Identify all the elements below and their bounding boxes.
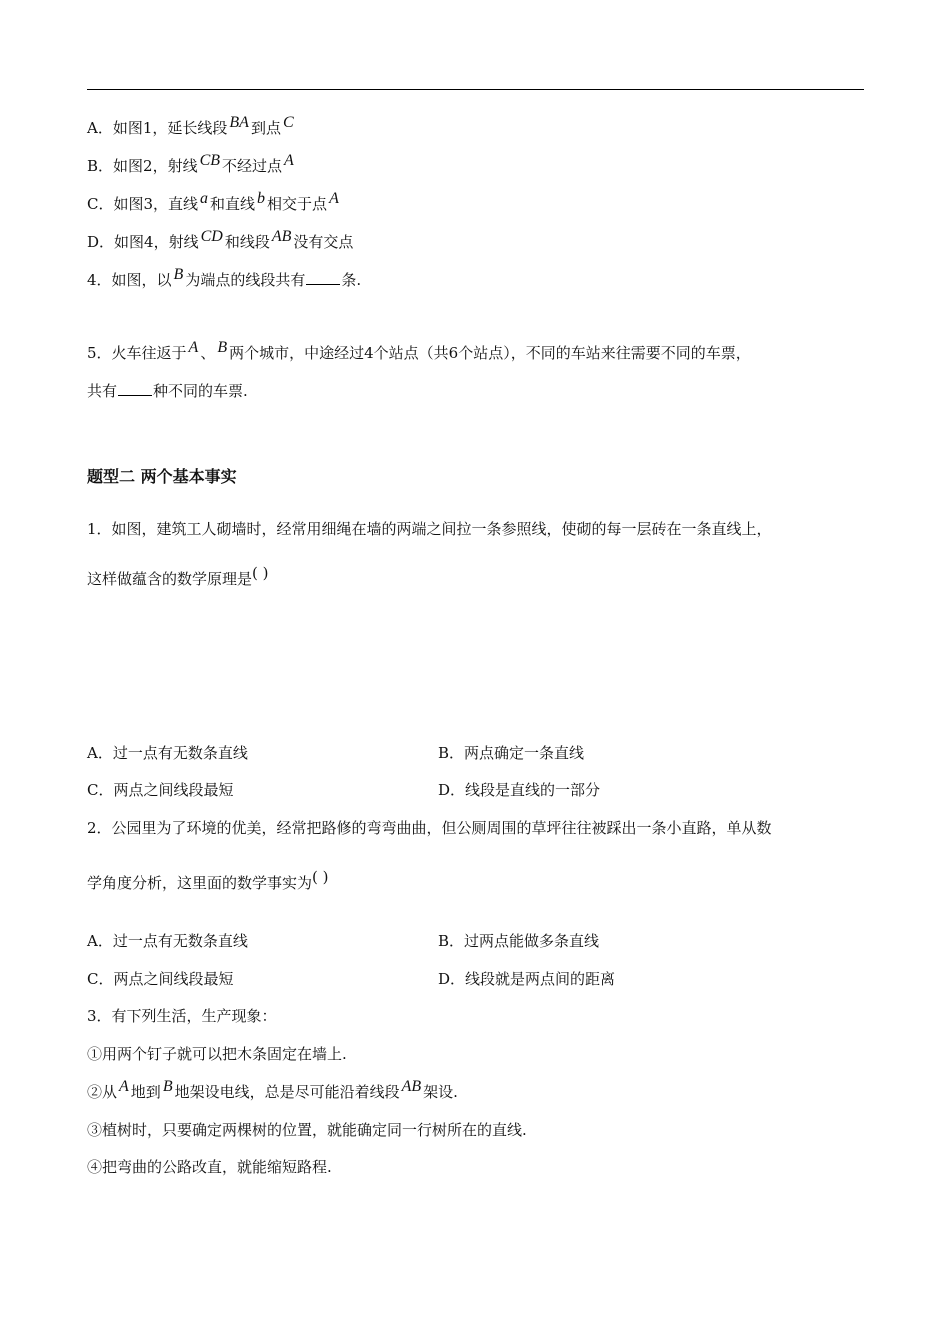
item-text: 地到 — [130, 1083, 161, 1101]
math-symbol: A — [188, 339, 199, 356]
option-text: 没有交点 — [293, 233, 354, 251]
q3-option-d — [87, 228, 354, 253]
math-symbol: B — [217, 339, 228, 356]
math-symbol: CD — [200, 228, 223, 245]
item-text: 架设. — [423, 1083, 458, 1101]
option-text: 相交于点 — [267, 195, 328, 213]
s2q1-option-b[interactable]: B．两点确定一条直线 — [438, 744, 585, 762]
s2-question-1-line2 — [87, 564, 269, 589]
question-text: 这样做蕴含的数学原理是 — [87, 570, 253, 588]
option-text: A．如图1，延长线段 — [87, 119, 228, 137]
question-text: 学角度分析，这里面的数学事实为 — [87, 874, 313, 892]
q3-option-c — [87, 190, 341, 215]
s2-question-2-line1: 2．公园里为了环境的优美，经常把路修的弯弯曲曲，但公厕周围的草坪往往被踩出一条小直路，单从数 — [87, 819, 772, 837]
answer-parentheses: ( ) — [252, 564, 269, 582]
q3-option-a — [87, 114, 296, 139]
option-text: 和线段 — [224, 233, 270, 251]
item-text: 地架设电线，总是尽可能沿着线段 — [174, 1083, 400, 1101]
math-symbol: b — [257, 190, 266, 207]
option-text: 到点 — [250, 119, 281, 137]
math-symbol: B — [162, 1078, 173, 1095]
question-text: 条. — [341, 271, 362, 289]
s2q2-option-d[interactable]: D．线段就是两点间的距离 — [438, 970, 616, 988]
s2q3-item-2 — [87, 1078, 458, 1103]
s2q2-option-a[interactable]: A．过一点有无数条直线 — [87, 932, 248, 950]
header-rule — [87, 89, 864, 90]
math-symbol: AB — [271, 228, 292, 245]
question-text: 种不同的车票. — [153, 382, 248, 400]
s2-question-1-line1: 1．如图，建筑工人砌墙时，经常用细绳在墙的两端之间拉一条参照线，使砌的每一层砖在一条直线上， — [87, 520, 772, 538]
section-heading: 题型二 两个基本事实 — [87, 467, 237, 486]
option-text: 和直线 — [210, 195, 256, 213]
s2q1-option-d[interactable]: D．线段是直线的一部分 — [438, 781, 601, 799]
s2q1-option-c[interactable]: C．两点之间线段最短 — [87, 781, 234, 799]
question-text: 共有 — [87, 382, 118, 400]
question-text: 、 — [200, 344, 216, 362]
math-symbol: A — [119, 1078, 129, 1095]
question-5-line1 — [87, 339, 751, 364]
option-text: C．如图3，直线 — [87, 195, 199, 213]
question-5-line2 — [87, 381, 248, 401]
math-symbol: B — [173, 266, 184, 283]
question-text: 为端点的线段共有 — [185, 271, 306, 289]
question-text: 4．如图，以 — [87, 271, 172, 289]
answer-blank[interactable] — [118, 381, 152, 396]
s2q3-item-1: ①用两个钉子就可以把木条固定在墙上. — [87, 1045, 347, 1063]
math-symbol: A — [284, 152, 294, 169]
question-4 — [87, 266, 362, 291]
math-symbol: AB — [401, 1078, 422, 1095]
answer-parentheses: ( ) — [312, 868, 329, 886]
s2q2-option-c[interactable]: C．两点之间线段最短 — [87, 970, 234, 988]
math-symbol: A — [329, 190, 339, 207]
math-symbol: a — [200, 190, 209, 207]
s2-question-2-line2 — [87, 868, 329, 893]
s2q1-option-a[interactable]: A．过一点有无数条直线 — [87, 744, 248, 762]
option-text: 不经过点 — [222, 157, 283, 175]
s2q3-item-3: ③植树时，只要确定两棵树的位置，就能确定同一行树所在的直线. — [87, 1121, 527, 1139]
q3-option-b — [87, 152, 296, 177]
math-symbol: C — [282, 114, 294, 131]
item-text: ②从 — [87, 1083, 118, 1101]
option-text: D．如图4，射线 — [87, 233, 199, 251]
math-symbol: CB — [199, 152, 221, 169]
s2q2-option-b[interactable]: B．过两点能做多条直线 — [438, 932, 600, 950]
math-symbol: BA — [229, 114, 249, 131]
answer-blank[interactable] — [306, 270, 340, 285]
s2q3-item-4: ④把弯曲的公路改直，就能缩短路程. — [87, 1158, 332, 1176]
question-text: 两个城市，中途经过4个站点（共6个站点），不同的车站来往需要不同的车票， — [229, 344, 751, 362]
option-text: B．如图2，射线 — [87, 157, 198, 175]
question-text: 5．火车往返于 — [87, 344, 187, 362]
s2-question-3-intro: 3．有下列生活，生产现象： — [87, 1007, 277, 1025]
